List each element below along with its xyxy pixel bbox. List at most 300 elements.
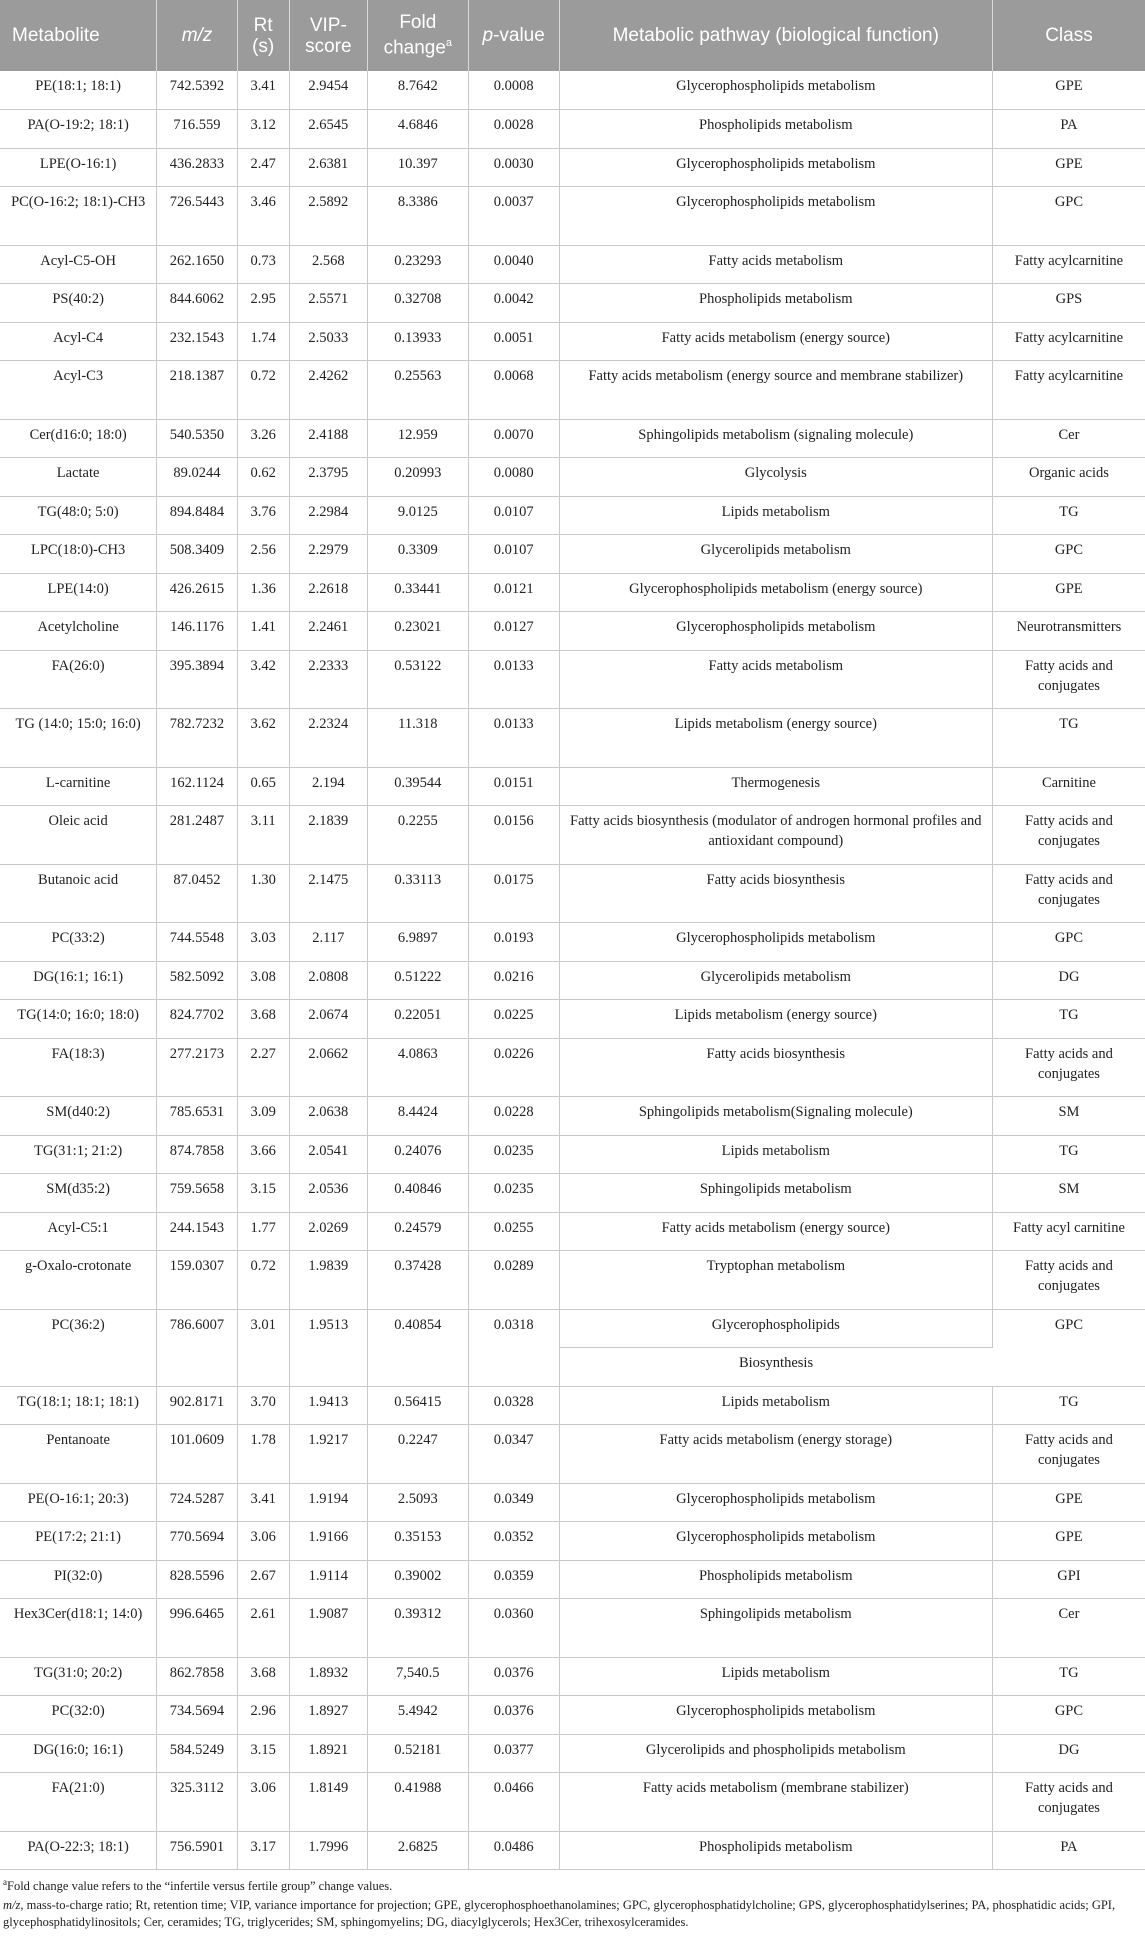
cell-pathway: Fatty acids metabolism (energy source) [559,1212,992,1251]
cell-mz: 325.3112 [157,1773,237,1832]
cell-vip: 2.2979 [289,535,367,574]
cell-mz: 786.6007 [157,1309,237,1386]
table-row [0,1425,1145,1484]
cell-pathway: Lipids metabolism [559,1657,992,1696]
cell-vip: 2.568 [289,245,367,284]
table-header [0,0,1145,71]
cell-metabolite: PA(O-19:2; 18:1) [0,110,157,149]
cell-mz: 716.559 [157,110,237,149]
cell-mz: 844.6062 [157,284,237,323]
cell-metabolite: FA(26:0) [0,650,157,709]
cell-vip: 2.1839 [289,806,367,865]
cell-rt: 3.70 [237,1386,289,1425]
cell-p: 0.0151 [468,767,559,806]
cell-pathway: Sphingolipids metabolism [559,1599,992,1658]
cell-rt: 2.95 [237,284,289,323]
cell-pathway: Lipids metabolism [559,496,992,535]
cell-rt: 3.08 [237,961,289,1000]
cell-fold: 0.3309 [368,535,469,574]
cell-mz: 146.1176 [157,612,237,651]
cell-pathway: Fatty acids biosynthesis [559,1038,992,1097]
cell-fold: 10.397 [368,148,469,187]
cell-metabolite: PC(33:2) [0,923,157,962]
cell-class: Fatty acylcarnitine [992,245,1145,284]
header-p-value: p-value [468,0,559,71]
cell-pathway: Thermogenesis [559,767,992,806]
table-row [0,1038,1145,1097]
cell-rt: 3.76 [237,496,289,535]
cell-rt: 3.17 [237,1831,289,1870]
cell-fold: 0.2247 [368,1425,469,1484]
header-vip: VIP- score [289,0,367,71]
cell-pathway: Fatty acids biosynthesis [559,864,992,923]
cell-metabolite: SM(d35:2) [0,1174,157,1213]
cell-rt: 3.09 [237,1097,289,1136]
cell-class: GPE [992,1483,1145,1522]
table-row [0,71,1145,110]
cell-metabolite: LPC(18:0)-CH3 [0,535,157,574]
cell-p: 0.0080 [468,458,559,497]
cell-fold: 0.56415 [368,1386,469,1425]
cell-vip: 1.9217 [289,1425,367,1484]
table-body [0,71,1145,1870]
cell-p: 0.0042 [468,284,559,323]
cell-fold: 0.33441 [368,573,469,612]
cell-pathway: Sphingolipids metabolism [559,1174,992,1213]
cell-vip: 1.9194 [289,1483,367,1522]
cell-mz: 426.2615 [157,573,237,612]
table-row [0,864,1145,923]
cell-vip: 2.0638 [289,1097,367,1136]
cell-vip: 2.0808 [289,961,367,1000]
cell-metabolite: TG(14:0; 16:0; 18:0) [0,1000,157,1039]
cell-p: 0.0255 [468,1212,559,1251]
cell-class: Fatty acids and conjugates [992,806,1145,865]
table-row [0,1696,1145,1735]
cell-fold: 0.52181 [368,1734,469,1773]
cell-mz: 87.0452 [157,864,237,923]
cell-p: 0.0360 [468,1599,559,1658]
cell-vip: 2.0662 [289,1038,367,1097]
cell-p: 0.0030 [468,148,559,187]
header-fold-change: Fold change$^a$ [368,0,469,71]
cell-mz: 785.6531 [157,1097,237,1136]
cell-mz: 262.1650 [157,245,237,284]
table-row [0,458,1145,497]
cell-fold: 0.13933 [368,322,469,361]
cell-mz: 508.3409 [157,535,237,574]
cell-mz: 902.8171 [157,1386,237,1425]
table-row [0,1657,1145,1696]
cell-p: 0.0376 [468,1696,559,1735]
cell-class: GPC [992,1696,1145,1735]
cell-mz: 759.5658 [157,1174,237,1213]
cell-metabolite: DG(16:0; 16:1) [0,1734,157,1773]
cell-p: 0.0235 [468,1174,559,1213]
cell-mz: 742.5392 [157,71,237,110]
cell-pathway: Fatty acids biosynthesis (modulator of androgen hormonal profiles and antioxidant compound) [559,806,992,865]
cell-vip: 1.9413 [289,1386,367,1425]
cell-vip: 1.9839 [289,1251,367,1310]
cell-metabolite: Acyl-C5:1 [0,1212,157,1251]
cell-fold: 8.7642 [368,71,469,110]
cell-metabolite: FA(21:0) [0,1773,157,1832]
cell-fold: 4.0863 [368,1038,469,1097]
cell-metabolite: TG(48:0; 5:0) [0,496,157,535]
cell-mz: 756.5901 [157,1831,237,1870]
cell-metabolite: PE(18:1; 18:1) [0,71,157,110]
cell-class: Fatty acids and conjugates [992,650,1145,709]
cell-rt: 3.26 [237,419,289,458]
cell-metabolite: LPE(O-16:1) [0,148,157,187]
header-mz: m/z [157,0,237,71]
cell-rt: 3.11 [237,806,289,865]
table-row [0,1174,1145,1213]
cell-p: 0.0070 [468,419,559,458]
table-row [0,1386,1145,1425]
cell-p: 0.0377 [468,1734,559,1773]
cell-mz: 744.5548 [157,923,237,962]
cell-fold: 12.959 [368,419,469,458]
cell-vip: 1.9513 [289,1309,367,1386]
cell-p: 0.0352 [468,1522,559,1561]
cell-mz: 101.0609 [157,1425,237,1484]
cell-class: GPC [992,187,1145,246]
cell-rt: 3.68 [237,1000,289,1039]
cell-p: 0.0051 [468,322,559,361]
cell-p: 0.0133 [468,709,559,768]
cell-p: 0.0349 [468,1483,559,1522]
cell-mz: 996.6465 [157,1599,237,1658]
cell-class: TG [992,1657,1145,1696]
table-row [0,650,1145,709]
cell-mz: 89.0244 [157,458,237,497]
cell-class: GPE [992,148,1145,187]
cell-fold: 0.24579 [368,1212,469,1251]
cell-class: SM [992,1097,1145,1136]
table-row [0,1522,1145,1561]
cell-mz: 582.5092 [157,961,237,1000]
cell-rt: 0.73 [237,245,289,284]
table-row [0,361,1145,420]
table-row [0,923,1145,962]
cell-pathway: Fatty acids metabolism [559,245,992,284]
cell-vip: 2.2333 [289,650,367,709]
cell-fold: 2.6825 [368,1831,469,1870]
table-row [0,148,1145,187]
cell-rt: 3.62 [237,709,289,768]
cell-vip: 2.0541 [289,1135,367,1174]
table-row [0,1483,1145,1522]
table-row [0,1831,1145,1870]
cell-class: Fatty acids and conjugates [992,1251,1145,1310]
cell-fold: 0.33113 [368,864,469,923]
cell-class: Organic acids [992,458,1145,497]
cell-p: 0.0175 [468,864,559,923]
cell-metabolite: PC(O-16:2; 18:1)-CH3 [0,187,157,246]
cell-mz: 395.3894 [157,650,237,709]
cell-metabolite: Hex3Cer(d18:1; 14:0) [0,1599,157,1658]
table-row [0,535,1145,574]
cell-pathway: Phospholipids metabolism [559,1560,992,1599]
cell-p: 0.0133 [468,650,559,709]
cell-metabolite: g-Oxalo-crotonate [0,1251,157,1310]
cell-p: 0.0318 [468,1309,559,1386]
table-row [0,1212,1145,1251]
cell-pathway: Glycerophospholipids metabolism [559,923,992,962]
cell-mz: 824.7702 [157,1000,237,1039]
cell-pathway: Fatty acids metabolism (energy storage) [559,1425,992,1484]
cell-pathway: Lipids metabolism [559,1386,992,1425]
cell-class: Fatty acids and conjugates [992,1038,1145,1097]
cell-pathway: Glycerophospholipids metabolism [559,612,992,651]
cell-fold: 2.5093 [368,1483,469,1522]
cell-class: DG [992,961,1145,1000]
cell-vip: 1.8927 [289,1696,367,1735]
cell-pathway: Glycerophospholipids metabolism [559,71,992,110]
cell-mz: 862.7858 [157,1657,237,1696]
cell-fold: 0.22051 [368,1000,469,1039]
cell-pathway: Glycerophospholipids metabolism [559,1696,992,1735]
cell-p: 0.0347 [468,1425,559,1484]
cell-pathway-continued: Biosynthesis [559,1348,992,1387]
cell-fold: 0.24076 [368,1135,469,1174]
table-row [0,1599,1145,1658]
cell-rt: 3.06 [237,1522,289,1561]
cell-class: Fatty acids and conjugates [992,864,1145,923]
cell-rt: 2.96 [237,1696,289,1735]
cell-pathway: Phospholipids metabolism [559,1831,992,1870]
cell-rt: 2.61 [237,1599,289,1658]
cell-rt: 3.42 [237,650,289,709]
cell-class: SM [992,1174,1145,1213]
cell-rt: 2.27 [237,1038,289,1097]
cell-metabolite: PC(36:2) [0,1309,157,1386]
cell-fold: 0.39312 [368,1599,469,1658]
cell-p: 0.0156 [468,806,559,865]
cell-mz: 734.5694 [157,1696,237,1735]
cell-fold: 8.3386 [368,187,469,246]
cell-rt: 0.62 [237,458,289,497]
cell-fold: 0.35153 [368,1522,469,1561]
cell-rt: 2.47 [237,148,289,187]
cell-vip: 2.0674 [289,1000,367,1039]
cell-p: 0.0235 [468,1135,559,1174]
table-row [0,284,1145,323]
cell-class: GPE [992,573,1145,612]
cell-pathway: Sphingolipids metabolism(Signaling molecule) [559,1097,992,1136]
cell-rt: 1.30 [237,864,289,923]
cell-metabolite: Acyl-C5-OH [0,245,157,284]
cell-rt: 3.66 [237,1135,289,1174]
cell-mz: 540.5350 [157,419,237,458]
cell-metabolite: L-carnitine [0,767,157,806]
cell-fold: 0.39544 [368,767,469,806]
cell-p: 0.0466 [468,1773,559,1832]
cell-pathway: Glycolysis [559,458,992,497]
cell-metabolite: TG(31:1; 21:2) [0,1135,157,1174]
cell-class: Neurotransmitters [992,612,1145,651]
table-row [0,110,1145,149]
cell-rt: 1.36 [237,573,289,612]
cell-rt: 1.78 [237,1425,289,1484]
cell-metabolite: Acyl-C4 [0,322,157,361]
table-row [0,961,1145,1000]
cell-class: Cer [992,419,1145,458]
cell-pathway: Fatty acids metabolism (membrane stabilizer) [559,1773,992,1832]
cell-mz: 874.7858 [157,1135,237,1174]
cell-fold: 0.20993 [368,458,469,497]
table-row [0,419,1145,458]
cell-mz: 232.1543 [157,322,237,361]
cell-vip: 1.9087 [289,1599,367,1658]
cell-pathway: Glycerolipids metabolism [559,961,992,1000]
cell-p: 0.0486 [468,1831,559,1870]
cell-class: Fatty acyl carnitine [992,1212,1145,1251]
cell-mz: 726.5443 [157,187,237,246]
cell-p: 0.0228 [468,1097,559,1136]
cell-p: 0.0121 [468,573,559,612]
cell-vip: 2.3795 [289,458,367,497]
cell-p: 0.0028 [468,110,559,149]
cell-fold: 7,540.5 [368,1657,469,1696]
cell-pathway: Glycerophospholipids metabolism [559,148,992,187]
table-row [0,245,1145,284]
cell-metabolite: Acyl-C3 [0,361,157,420]
cell-pathway: Glycerophospholipids metabolism (energy source) [559,573,992,612]
cell-mz: 277.2173 [157,1038,237,1097]
header-metabolite: Metabolite [0,0,157,71]
cell-vip: 2.0536 [289,1174,367,1213]
cell-rt: 3.68 [237,1657,289,1696]
cell-rt: 2.56 [237,535,289,574]
table-row [0,573,1145,612]
cell-vip: 2.9454 [289,71,367,110]
cell-class: Carnitine [992,767,1145,806]
cell-vip: 2.1475 [289,864,367,923]
cell-class: GPI [992,1560,1145,1599]
cell-class: GPE [992,1522,1145,1561]
cell-p: 0.0127 [468,612,559,651]
footnote-fold-change: $^a$Fold change value refers to the “infertile versus fertile group” change values. [3,1877,393,1894]
cell-pathway: Fatty acids metabolism (energy source) [559,322,992,361]
cell-vip: 2.2618 [289,573,367,612]
table-row [0,1251,1145,1310]
cell-p: 0.0037 [468,187,559,246]
cell-pathway: Glycerophospholipids metabolism [559,1522,992,1561]
cell-fold: 0.37428 [368,1251,469,1310]
header-rt: Rt (s) [237,0,289,71]
cell-pathway: Fatty acids metabolism [559,650,992,709]
cell-pathway: Tryptophan metabolism [559,1251,992,1310]
cell-p: 0.0328 [468,1386,559,1425]
cell-vip: 2.5033 [289,322,367,361]
cell-class: PA [992,1831,1145,1870]
cell-class: Fatty acylcarnitine [992,361,1145,420]
cell-p: 0.0226 [468,1038,559,1097]
cell-vip: 2.2324 [289,709,367,768]
cell-vip: 1.9114 [289,1560,367,1599]
cell-pathway: Lipids metabolism (energy source) [559,1000,992,1039]
cell-mz: 724.5287 [157,1483,237,1522]
footnote-abbreviations: m/z, mass-to-charge ratio; Rt, retention time; VIP, variance importance for projection; GPE, glycerophosphoethanolamines; GPC, glycerophosphatidylcholine; GPS, glycerophosphatidylserines; PA, phosphatidic acids; GPI, glycephosphatidylinositols; Cer, ceramides; TG, triglycerides; SM, sphingomyelins; DG, diacylglycerols; Hex3Cer, trihexosylceramides. [3,1898,1116,1930]
cell-pathway: Lipids metabolism (energy source) [559,709,992,768]
table-row [0,767,1145,806]
cell-vip: 2.5892 [289,187,367,246]
cell-fold: 8.4424 [368,1097,469,1136]
cell-p: 0.0107 [468,496,559,535]
cell-rt: 3.15 [237,1734,289,1773]
cell-mz: 162.1124 [157,767,237,806]
cell-class: GPE [992,71,1145,110]
cell-p: 0.0289 [468,1251,559,1310]
cell-pathway: Sphingolipids metabolism (signaling molecule) [559,419,992,458]
cell-pathway: Phospholipids metabolism [559,110,992,149]
cell-metabolite: FA(18:3) [0,1038,157,1097]
cell-class: Fatty acids and conjugates [992,1425,1145,1484]
cell-vip: 2.6381 [289,148,367,187]
cell-fold: 0.40854 [368,1309,469,1386]
cell-fold: 11.318 [368,709,469,768]
cell-mz: 828.5596 [157,1560,237,1599]
cell-class: Fatty acylcarnitine [992,322,1145,361]
table-row [0,1309,1145,1348]
cell-fold: 0.41988 [368,1773,469,1832]
cell-mz: 584.5249 [157,1734,237,1773]
cell-class: DG [992,1734,1145,1773]
cell-rt: 3.15 [237,1174,289,1213]
cell-rt: 1.74 [237,322,289,361]
cell-fold: 5.4942 [368,1696,469,1735]
cell-metabolite: Butanoic acid [0,864,157,923]
cell-vip: 1.8149 [289,1773,367,1832]
cell-rt: 2.67 [237,1560,289,1599]
cell-vip: 2.5571 [289,284,367,323]
cell-rt: 3.46 [237,187,289,246]
cell-metabolite: TG(18:1; 18:1; 18:1) [0,1386,157,1425]
cell-vip: 2.6545 [289,110,367,149]
cell-fold: 0.23293 [368,245,469,284]
table-row [0,806,1145,865]
cell-class: TG [992,496,1145,535]
cell-pathway: Glycerolipids and phospholipids metabolism [559,1734,992,1773]
cell-p: 0.0376 [468,1657,559,1696]
cell-class: Fatty acids and conjugates [992,1773,1145,1832]
cell-fold: 4.6846 [368,110,469,149]
header-pathway: Metabolic pathway (biological function) [559,0,992,71]
cell-rt: 0.72 [237,361,289,420]
cell-mz: 770.5694 [157,1522,237,1561]
cell-rt: 3.01 [237,1309,289,1386]
cell-vip: 2.117 [289,923,367,962]
cell-pathway: Lipids metabolism [559,1135,992,1174]
cell-fold: 0.23021 [368,612,469,651]
table-row [0,187,1145,246]
cell-mz: 218.1387 [157,361,237,420]
cell-vip: 1.9166 [289,1522,367,1561]
table-row [0,1097,1145,1136]
cell-rt: 3.41 [237,1483,289,1522]
cell-class: GPC [992,1309,1145,1386]
cell-rt: 1.41 [237,612,289,651]
cell-metabolite: Lactate [0,458,157,497]
cell-metabolite: PS(40:2) [0,284,157,323]
cell-fold: 6.9897 [368,923,469,962]
cell-p: 0.0225 [468,1000,559,1039]
cell-p: 0.0359 [468,1560,559,1599]
cell-metabolite: TG(31:0; 20:2) [0,1657,157,1696]
cell-metabolite: Acetylcholine [0,612,157,651]
